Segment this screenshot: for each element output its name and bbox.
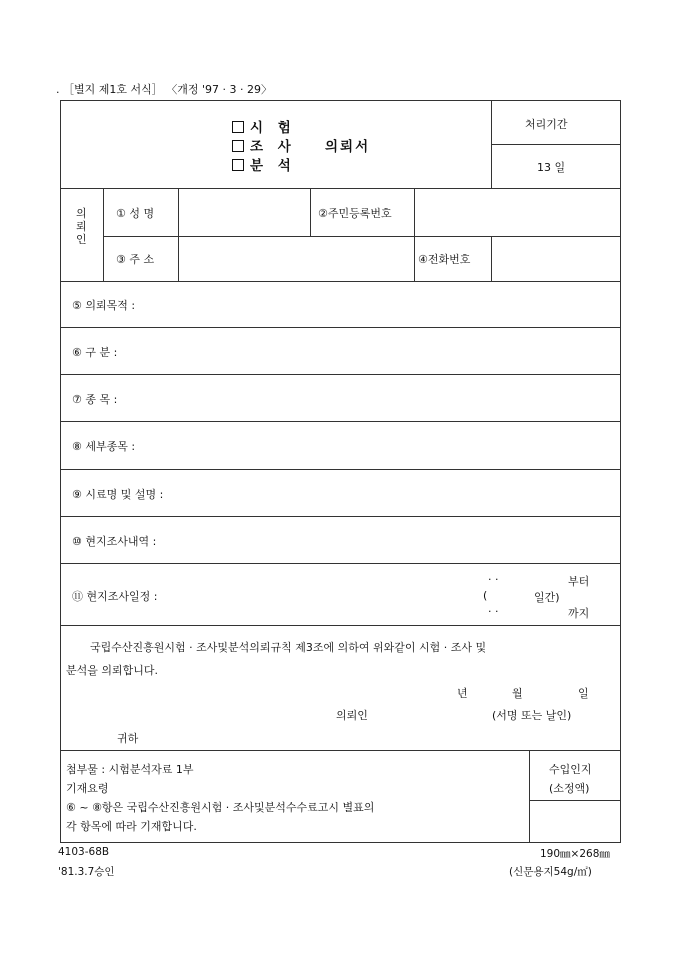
title-option-analysis[interactable]: 분 석 bbox=[232, 154, 296, 174]
statement-line-1: 국립수산진흥원시험 · 조사및분석의뢰규칙 제3조에 의하여 위와같이 시험 · 조사 및 bbox=[90, 641, 487, 654]
paper-size: 190㎜×268㎜ bbox=[540, 848, 610, 860]
applicant-sign-label: 의뢰인 bbox=[336, 709, 368, 722]
site-survey-label: ⑩ 현지조사내역 : bbox=[72, 535, 157, 548]
title-option-survey[interactable]: 조 사 bbox=[232, 135, 296, 155]
date-day: 일 bbox=[578, 687, 589, 700]
schedule-to-dots: · · bbox=[488, 605, 499, 618]
form-code: 4103-68B bbox=[58, 846, 110, 858]
subitem-label: ⑧ 세부종목 : bbox=[72, 440, 136, 453]
phone-field[interactable] bbox=[493, 238, 619, 279]
item-label: ⑦ 종 목 : bbox=[72, 393, 118, 406]
name-field[interactable] bbox=[180, 190, 308, 234]
guide-line-2: 각 항목에 따라 기재합니다. bbox=[66, 820, 197, 833]
id-number-label: ②주민등록번호 bbox=[318, 207, 392, 220]
guide-heading: 기재요령 bbox=[66, 782, 109, 795]
approval-date: '81.3.7승인 bbox=[58, 866, 115, 878]
processing-label: 처리기간 bbox=[525, 118, 568, 131]
paper-type: (신문용지54g/㎡) bbox=[509, 866, 592, 878]
attachment-note: 첨부물 : 시험분석자료 1부 bbox=[66, 763, 194, 776]
address-label: ③ 주 소 bbox=[116, 253, 155, 266]
checkbox-icon[interactable] bbox=[232, 140, 244, 152]
title-suffix: 의뢰서 bbox=[325, 139, 371, 155]
title-option-test[interactable]: 시 험 bbox=[232, 116, 296, 136]
schedule-days-open: ( bbox=[483, 589, 488, 602]
processing-value: 13 일 bbox=[537, 161, 566, 174]
phone-label: ④전화번호 bbox=[418, 253, 471, 266]
address-field[interactable] bbox=[180, 238, 412, 279]
category-label: ⑥ 구 분 : bbox=[72, 346, 118, 359]
checkbox-icon[interactable] bbox=[232, 159, 244, 171]
stamp-amount: (소정액) bbox=[549, 782, 590, 795]
schedule-from-dots: · · bbox=[488, 573, 499, 586]
stamp-label: 수입인지 bbox=[549, 763, 592, 776]
statement-line-2: 분석을 의뢰합니다. bbox=[66, 664, 159, 677]
date-month: 월 bbox=[512, 687, 523, 700]
site-schedule-label: ⑪ 현지조사일정 : bbox=[72, 590, 158, 603]
schedule-days: 일간) bbox=[534, 591, 560, 604]
checkbox-icon[interactable] bbox=[232, 121, 244, 133]
date-year: 년 bbox=[457, 687, 468, 700]
applicant-group-label: 의 뢰 인 bbox=[76, 207, 87, 246]
schedule-from: 부터 bbox=[568, 575, 590, 588]
addressee-suffix: 귀하 bbox=[117, 732, 139, 745]
form-number: . ［별지 제1호 서식］ 〈개정 '97 · 3 · 29〉 bbox=[56, 83, 272, 96]
purpose-label: ⑤ 의뢰목적 : bbox=[72, 299, 136, 312]
sample-label: ⑨ 시료명 및 설명 : bbox=[72, 488, 164, 501]
sign-or-seal: (서명 또는 날인) bbox=[492, 709, 572, 722]
guide-line-1: ⑥ ~ ⑧항은 국립수산진흥원시험 · 조사및분석수수료고시 별표의 bbox=[66, 801, 375, 814]
schedule-to: 까지 bbox=[568, 607, 590, 620]
name-label: ① 성 명 bbox=[116, 207, 155, 220]
id-number-field[interactable] bbox=[416, 190, 619, 234]
